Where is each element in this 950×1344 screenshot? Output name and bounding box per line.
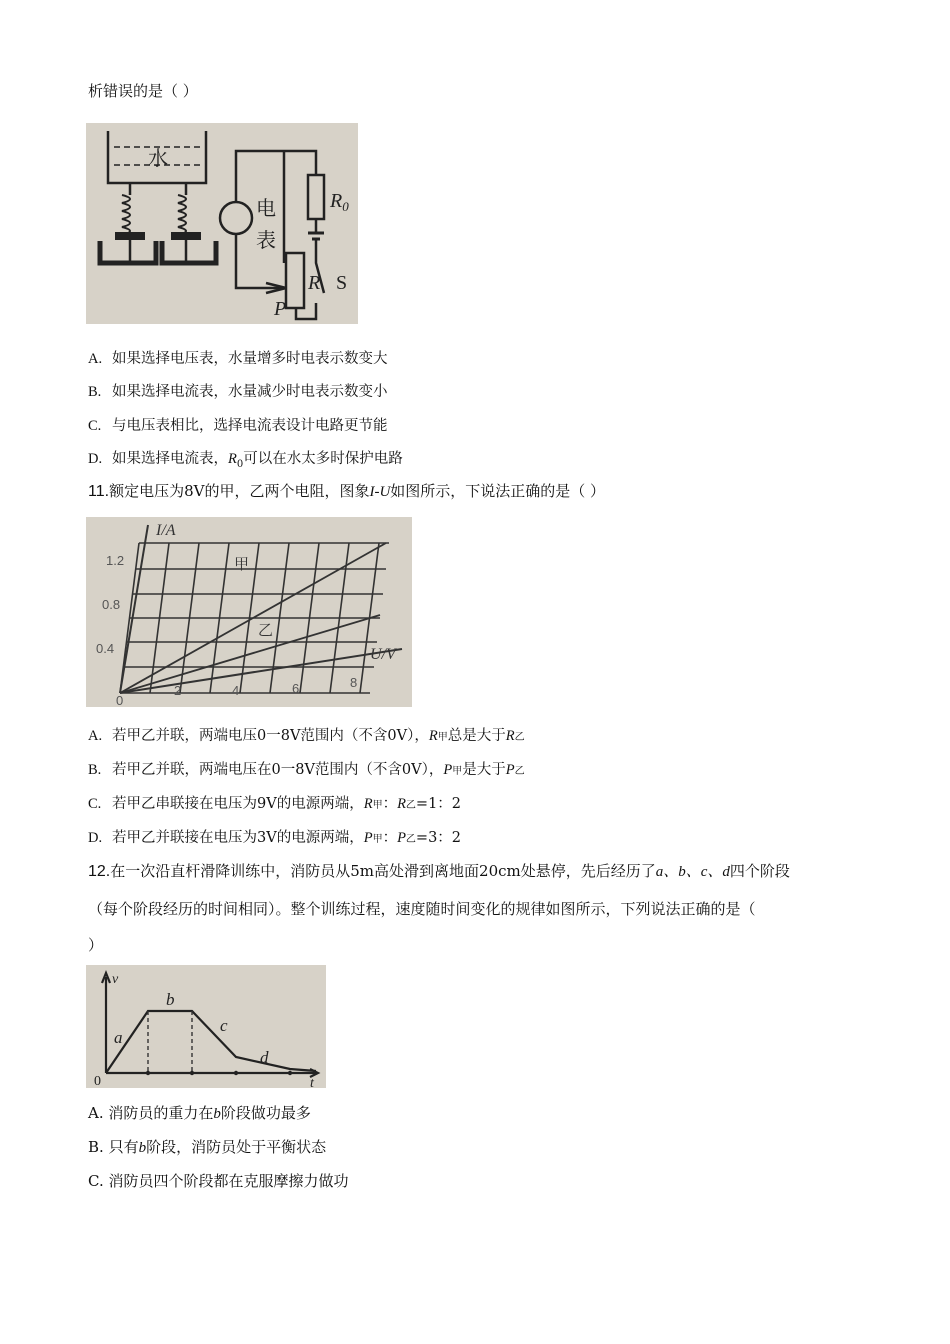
series-label-jia: 甲 [234,555,250,573]
i-u-graph-figure [86,517,412,707]
q12-option-b: B. 只有b阶段，消防员处于平衡状态 [88,1138,327,1156]
x-tick-0: 0 [116,693,124,707]
x-tick-2: 2 [174,683,182,698]
q10-option-d: D. 如果选择电流表，$R_0$可以在水太多时保护电路 [88,451,403,470]
q11-option-b: B. 若甲乙并联，两端电压在0一8V范围内（不含0V），P甲是大于P乙 [88,762,525,778]
x-axis-label: U/V [370,646,396,663]
q12-option-a: A. 消防员的重力在b阶段做功最多 [88,1104,311,1122]
stage-label-a: a [114,1028,123,1047]
stage-label-c: c [220,1016,228,1035]
x-tick-4: 4 [232,683,240,698]
stage-label-b: b [166,990,175,1009]
question-continuation: 析错误的是（ ） [88,82,198,100]
s-label: S [336,272,348,294]
p-label: P [274,298,287,320]
y-tick-0-8: 0.8 [102,597,121,612]
q12-option-c: C. 消防员四个阶段都在克服摩擦力做功 [88,1172,349,1190]
y-axis-label: I/A [156,522,176,539]
t-axis-label: t [310,1076,314,1088]
meter-label-top: 电 [256,196,276,220]
q10-option-b: B. 如果选择电流表，水量减少时电表示数变小 [88,384,388,400]
y-tick-1-2: 1.2 [106,553,125,568]
x-tick-6: 6 [292,681,300,696]
q12-stem-line1: 12.在一次沿直杆滑降训练中，消防员从5m高处滑到离地面20cm处悬停，先后经历了a、b、c、d四个阶段 [88,862,790,880]
x-tick-8: 8 [350,675,358,690]
v-axis-label: v [112,972,119,987]
q12-stem-line2: （每个阶段经历的时间相同）。整个训练过程，速度随时间变化的规律如图所示，下列说法正确的是（ [88,900,756,918]
q10-option-c: C. 与电压表相比，选择电流表设计电路更节能 [88,418,388,434]
q10-option-a: A. 如果选择电压表，水量增多时电表示数变大 [88,351,388,367]
stage-label-d: d [260,1048,269,1067]
q11-option-d: D. 若甲乙并联接在电压为3V的电源两端，P甲：P乙=3：2 [88,830,462,846]
meter-label-bottom: 表 [256,228,276,252]
q11-option-c: C. 若甲乙串联接在电压为9V的电源两端，R甲：R乙=1：2 [88,796,462,812]
series-label-yi: 乙 [258,621,274,639]
r0-label: $R_0$ [330,190,349,214]
water-level-circuit-figure [86,123,358,324]
y-tick-0-4: 0.4 [96,641,115,656]
q11-option-a: A. 若甲乙并联，两端电压0一8V范围内（不含0V），R甲总是大于R乙 [88,728,525,744]
v-t-graph-figure [86,965,326,1088]
q11-stem: 11.额定电压为8V的甲，乙两个电阻，图象I-U如图所示，下说法正确的是（ ） [88,482,606,500]
q12-stem-line3: ） [88,936,104,954]
r-label: R [308,272,321,294]
origin-label: 0 [94,1074,101,1088]
water-label: 水 [148,146,168,170]
